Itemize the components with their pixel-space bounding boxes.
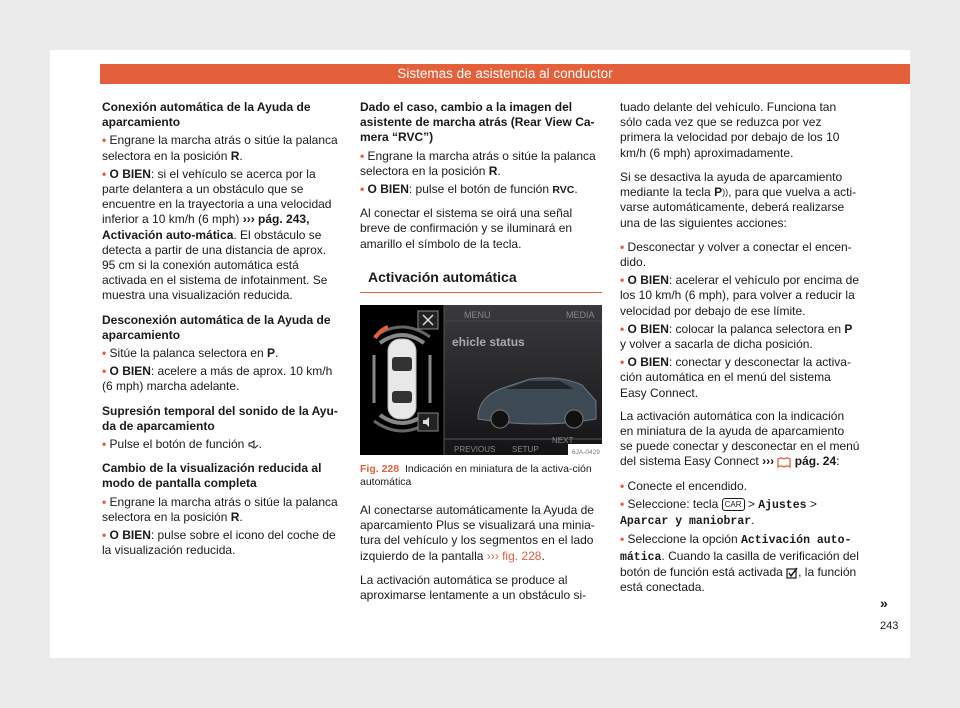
paragraph: tuado delante del vehículo. Funciona tan sólo cada vez que se reduzca por vez primera la velocidad por debajo de los 10 km/h (6 mph) aproximadamente.: [620, 100, 840, 160]
paragraph: Al conectar el sistema se oirá una señal breve de confirmación y se iluminará en amarillo el símbolo de la tecla.: [360, 206, 573, 251]
heading-auto-disconnect: Desconexión automática de la Ayuda de aparcamiento: [102, 312, 331, 342]
mute-sound-icon: [248, 439, 259, 450]
page-reference-link[interactable]: pág. 24: [794, 454, 837, 469]
checkbox-checked-icon: [786, 567, 798, 579]
screen-vehicle-status-title: ehicle status: [452, 335, 525, 350]
bullet-item: • O BIEN: pulse el botón de función RVC.: [360, 182, 602, 198]
bullet-item: • Desconectar y volver a conectar el encen-dido.: [620, 240, 860, 270]
bullet-item: • Engrane la marcha atrás o sitúe la palanca selectora en la posición R.: [360, 149, 602, 179]
paragraph: Si se desactiva la ayuda de aparcamiento mediante la tecla P)), para que vuelva a acti-varse automáticamente, deberá realizarse una de las siguientes acciones:: [620, 169, 857, 230]
screen-next-label: NEXT: [552, 436, 574, 446]
heading-display-change: Cambio de la visualización reducida al modo de pantalla completa: [102, 461, 322, 491]
car-key-icon: CAR: [722, 498, 745, 511]
bullet-item: • O BIEN: pulse sobre el icono del coche de la visualización reducida.: [102, 528, 340, 558]
heading-auto-connect: Conexión automática de la Ayuda de aparcamiento: [102, 100, 311, 130]
bullet-item: • Sitúe la palanca selectora en P.: [102, 346, 340, 361]
heading-sound-suppression: Supresión temporal del sonido de la Ayu-da de aparcamiento: [102, 403, 338, 433]
bullet-item: • O BIEN: acelere a más de aprox. 10 km/h (6 mph) marcha adelante.: [102, 364, 340, 394]
screen-menu-label: MENU: [464, 310, 491, 321]
parking-sensor-key-icon: )): [722, 187, 729, 198]
section-title: Activación automática: [360, 270, 602, 293]
bullet-item: • O BIEN: si el vehículo se acerca por la parte delantera a un obstáculo que se encuentre en la trayectoria a una velocidad inferior a 10 km/h (6 mph) ››› pág. 243, Activación auto-mática. El obstáculo se detecta a partir de una distancia de aprox. 95 cm si la conexión automática está activada en el sistema de infotainment. Se muestra una visualización reducida.: [102, 167, 340, 304]
column-1: [102, 100, 340, 561]
bullet-item: • Conecte el encendido.: [620, 479, 860, 494]
manual-page: [50, 50, 910, 658]
heading-rear-view-camera: Dado el caso, cambio a la imagen del asistente de marcha atrás (Rear View Ca-mera “RVC”): [360, 100, 595, 145]
column-3: [620, 100, 860, 598]
column-2: [360, 100, 602, 612]
bullet-item: • Engrane la marcha atrás o sitúe la palanca selectora en la posición R.: [102, 133, 340, 163]
bullet-item: • O BIEN: acelerar el vehículo por encima de los 10 km/h (6 mph), para volver a reducir la velocidad por debajo de ese límite.: [620, 273, 860, 319]
page-reference-link[interactable]: ››› pág. 243, Activación auto-mática: [102, 212, 310, 242]
screen-media-label: MEDIA: [566, 310, 595, 321]
figure-code: 6JA-0429: [572, 449, 600, 456]
bullet-item: • Seleccione: tecla CAR > Ajustes > Aparcar y maniobrar.: [620, 497, 860, 529]
page-number: 243: [880, 620, 899, 632]
screen-setup-label: SETUP: [512, 445, 539, 455]
bullet-item: • O BIEN: conectar y desconectar la activa-ción automática en el menú del sistema Easy Connect.: [620, 355, 860, 401]
bullet-item: • Engrane la marcha atrás o sitúe la palanca selectora en la posición R.: [102, 495, 340, 525]
bullet-item: • Pulse el botón de función .: [102, 437, 340, 452]
paragraph: La activación automática con la indicación en miniatura de la ayuda de aparcamiento se puede conectar y desconectar en el menú del sistema Easy Connect ››› pág. 24:: [620, 408, 860, 469]
figure-infotainment-screen: [360, 305, 602, 455]
bullet-item: • Seleccione la opción Activación auto-mática. Cuando la casilla de verificación del botón de función está activada , la función está conectada.: [620, 532, 860, 595]
bullet-item: • O BIEN: colocar la palanca selectora en P y volver a sacarla de dicha posición.: [620, 322, 860, 352]
book-reference-icon: [777, 456, 791, 468]
paragraph: Al conectarse automáticamente la Ayuda de aparcamiento Plus se visualizará una minia-tura del vehículo y los segmentos en el lado izquierdo de la pantalla ››› fig. 228.: [360, 503, 595, 563]
screen-previous-label: PREVIOUS: [454, 445, 496, 455]
figure-reference-link[interactable]: ››› fig. 228: [486, 548, 542, 563]
continue-marker: »: [880, 595, 888, 611]
figure-caption: Fig. 228 Indicación en miniatura de la activa-ción automática: [360, 463, 592, 489]
page-header: Sistemas de asistencia al conductor: [100, 64, 910, 84]
paragraph: La activación automática se produce al aproximarse lentamente a un obstáculo si-: [360, 572, 587, 603]
